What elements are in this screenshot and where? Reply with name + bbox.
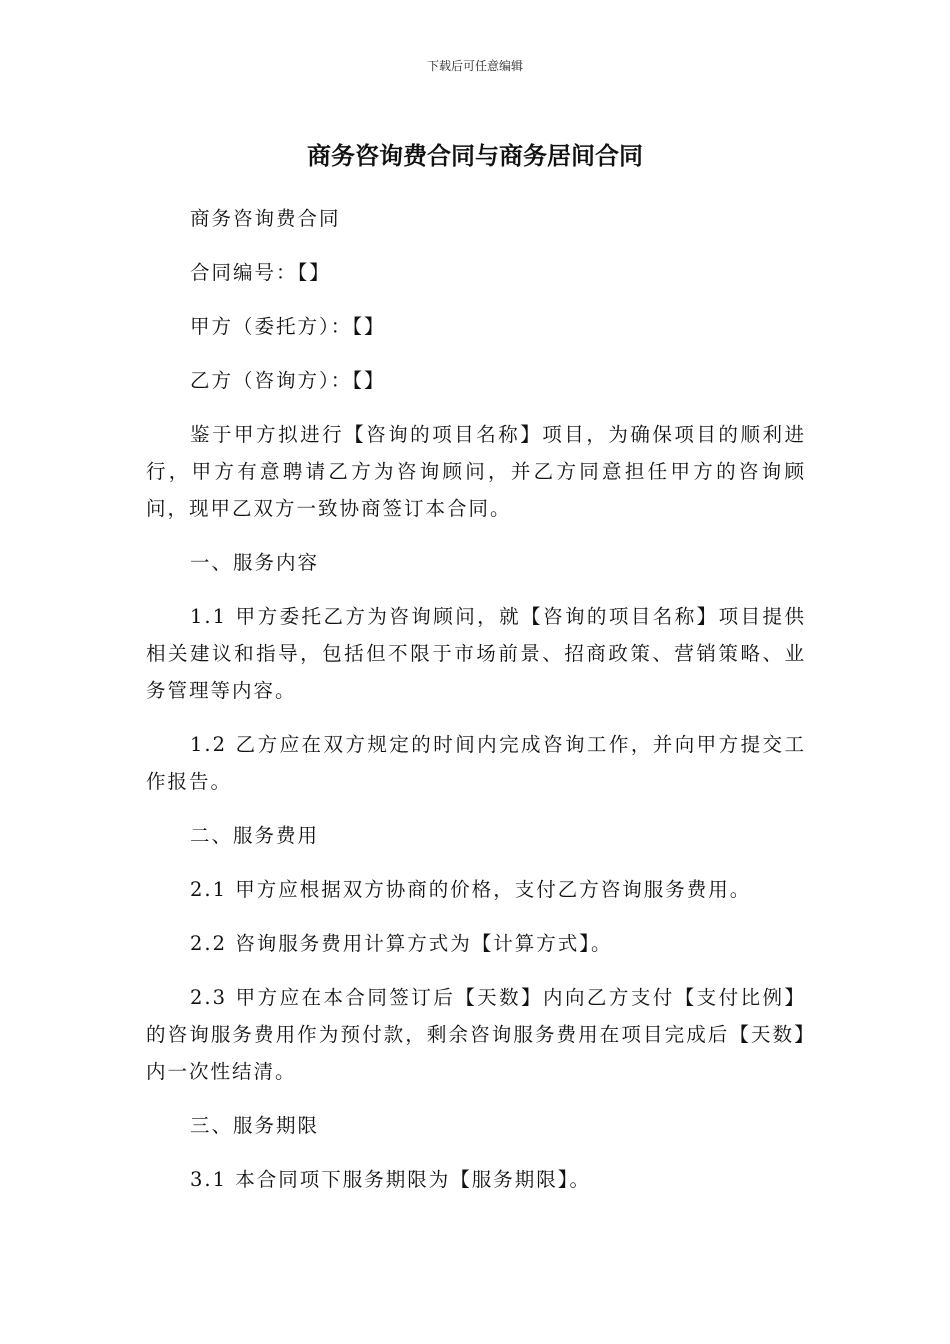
contract-number: 合同编号：【】 [190, 261, 331, 284]
section-heading: 三、服务期限 [190, 1114, 320, 1137]
clause: 2.1 甲方应根据双方协商的价格，支付乙方咨询服务费用。 [190, 878, 752, 901]
preamble: 鉴于甲方拟进行【咨询的项目名称】项目，为确保项目的顺利进行，甲方有意聘请乙方为咨询顾问，并乙方同意担任甲方的咨询顾问，现甲乙双方一致协商签订本合同。 [146, 423, 806, 520]
document-body [146, 200, 806, 1215]
party-a: 甲方（委托方）：【】 [190, 315, 386, 338]
clause: 2.2 咨询服务费用计算方式为【计算方式】。 [190, 932, 613, 955]
party-b: 乙方（咨询方）：【】 [190, 369, 386, 392]
clause: 2.3 甲方应在本合同签订后【天数】内向乙方支付【支付比例】的咨询服务费用作为预付款，剩余咨询服务费用在项目完成后【天数】内一次性结清。 [146, 986, 806, 1083]
section-heading: 一、服务内容 [190, 551, 320, 574]
clause: 1.1 甲方委托乙方为咨询顾问，就【咨询的项目名称】项目提供相关建议和指导，包括但不限于市场前景、招商政策、营销策略、业务管理等内容。 [146, 605, 806, 702]
section-heading: 二、服务费用 [190, 824, 320, 847]
header-note: 下载后可任意编辑 [426, 59, 523, 73]
document-title: 商务咨询费合同与商务居间合同 [307, 142, 643, 170]
clause: 1.2 乙方应在双方规定的时间内完成咨询工作，并向甲方提交工作报告。 [146, 733, 806, 793]
clause: 3.1 本合同项下服务期限为【服务期限】。 [190, 1168, 591, 1191]
contract-name: 商务咨询费合同 [190, 207, 341, 230]
